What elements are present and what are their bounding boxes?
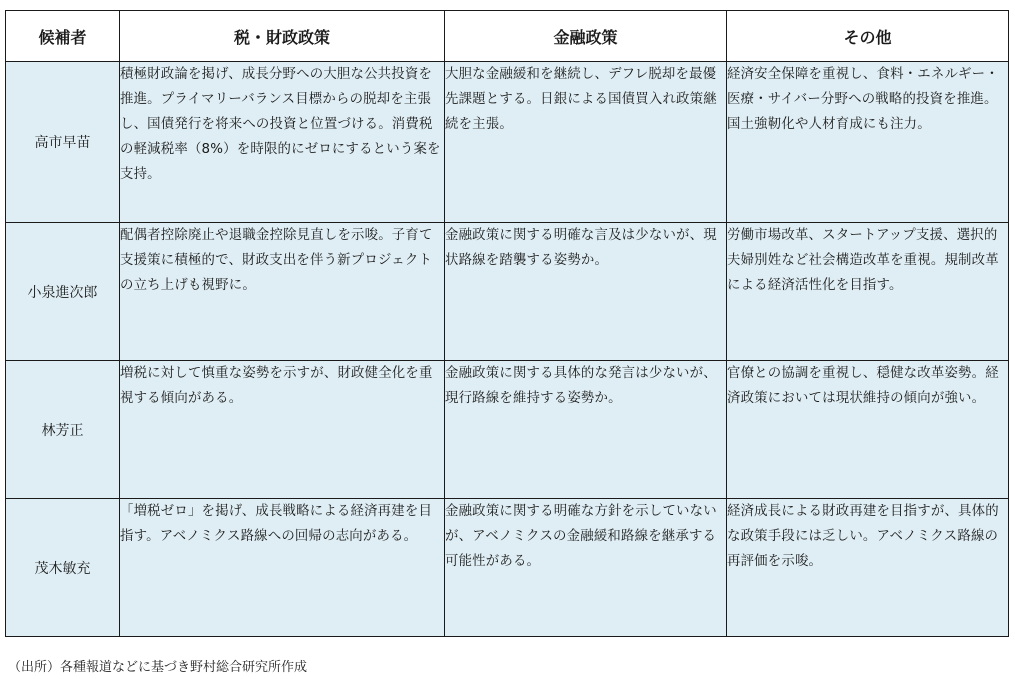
source-note: （出所）各種報道などに基づき野村総合研究所作成 [8,660,308,675]
candidate-name: 高市早苗 [6,62,120,223]
candidate-name: 林芳正 [6,361,120,499]
header-candidate: 候補者 [6,11,120,62]
header-row [6,11,1009,62]
candidate-name: 小泉進次郎 [6,223,120,361]
tax-policy-cell: 配偶者控除廃止や退職金控除見直しを示唆。子育て支援策に積極的で、財政支出を伴う新プロジェクトの立ち上げも視野に。 [120,223,445,361]
other-policy-cell: 官僚との協調を重視し、穏健な改革姿勢。経済政策においては現状維持の傾向が強い。 [727,361,1009,499]
other-policy-cell: 経済安全保障を重視し、食料・エネルギー・医療・サイバー分野への戦略的投資を推進。国土強靭化や人材育成にも注力。 [727,62,1009,223]
candidate-policy-table [5,10,1009,637]
header-other: その他 [727,11,1009,62]
other-policy-cell: 労働市場改革、スタートアップ支援、選択的夫婦別姓など社会構造改革を重視。規制改革による経済活性化を目指す。 [727,223,1009,361]
monetary-policy-cell: 金融政策に関する明確な方針を示していないが、アベノミクスの金融緩和路線を継承する可能性がある。 [445,499,727,637]
table-row [6,361,1009,499]
table-row [6,499,1009,637]
tax-policy-cell: 増税に対して慎重な姿勢を示すが、財政健全化を重視する傾向がある。 [120,361,445,499]
header-tax-fiscal: 税・財政政策 [120,11,445,62]
table-row [6,223,1009,361]
monetary-policy-cell: 金融政策に関する具体的な発言は少ないが、現行路線を維持する姿勢か。 [445,361,727,499]
candidate-name: 茂木敏充 [6,499,120,637]
monetary-policy-cell: 大胆な金融緩和を継続し、デフレ脱却を最優先課題とする。日銀による国債買入れ政策継続を主張。 [445,62,727,223]
tax-policy-cell: 「増税ゼロ」を掲げ、成長戦略による経済再建を目指す。アベノミクス路線への回帰の志向がある。 [120,499,445,637]
other-policy-cell: 経済成長による財政再建を目指すが、具体的な政策手段には乏しい。アベノミクス路線の再評価を示唆。 [727,499,1009,637]
monetary-policy-cell: 金融政策に関する明確な言及は少ないが、現状路線を踏襲する姿勢か。 [445,223,727,361]
table-row [6,62,1009,223]
tax-policy-cell: 積極財政論を掲げ、成長分野への大胆な公共投資を推進。プライマリーバランス目標からの脱却を主張し、国債発行を将来への投資と位置づける。消費税の軽減税率（8%）を時限的にゼロにするという案を支持。 [120,62,445,223]
header-monetary: 金融政策 [445,11,727,62]
